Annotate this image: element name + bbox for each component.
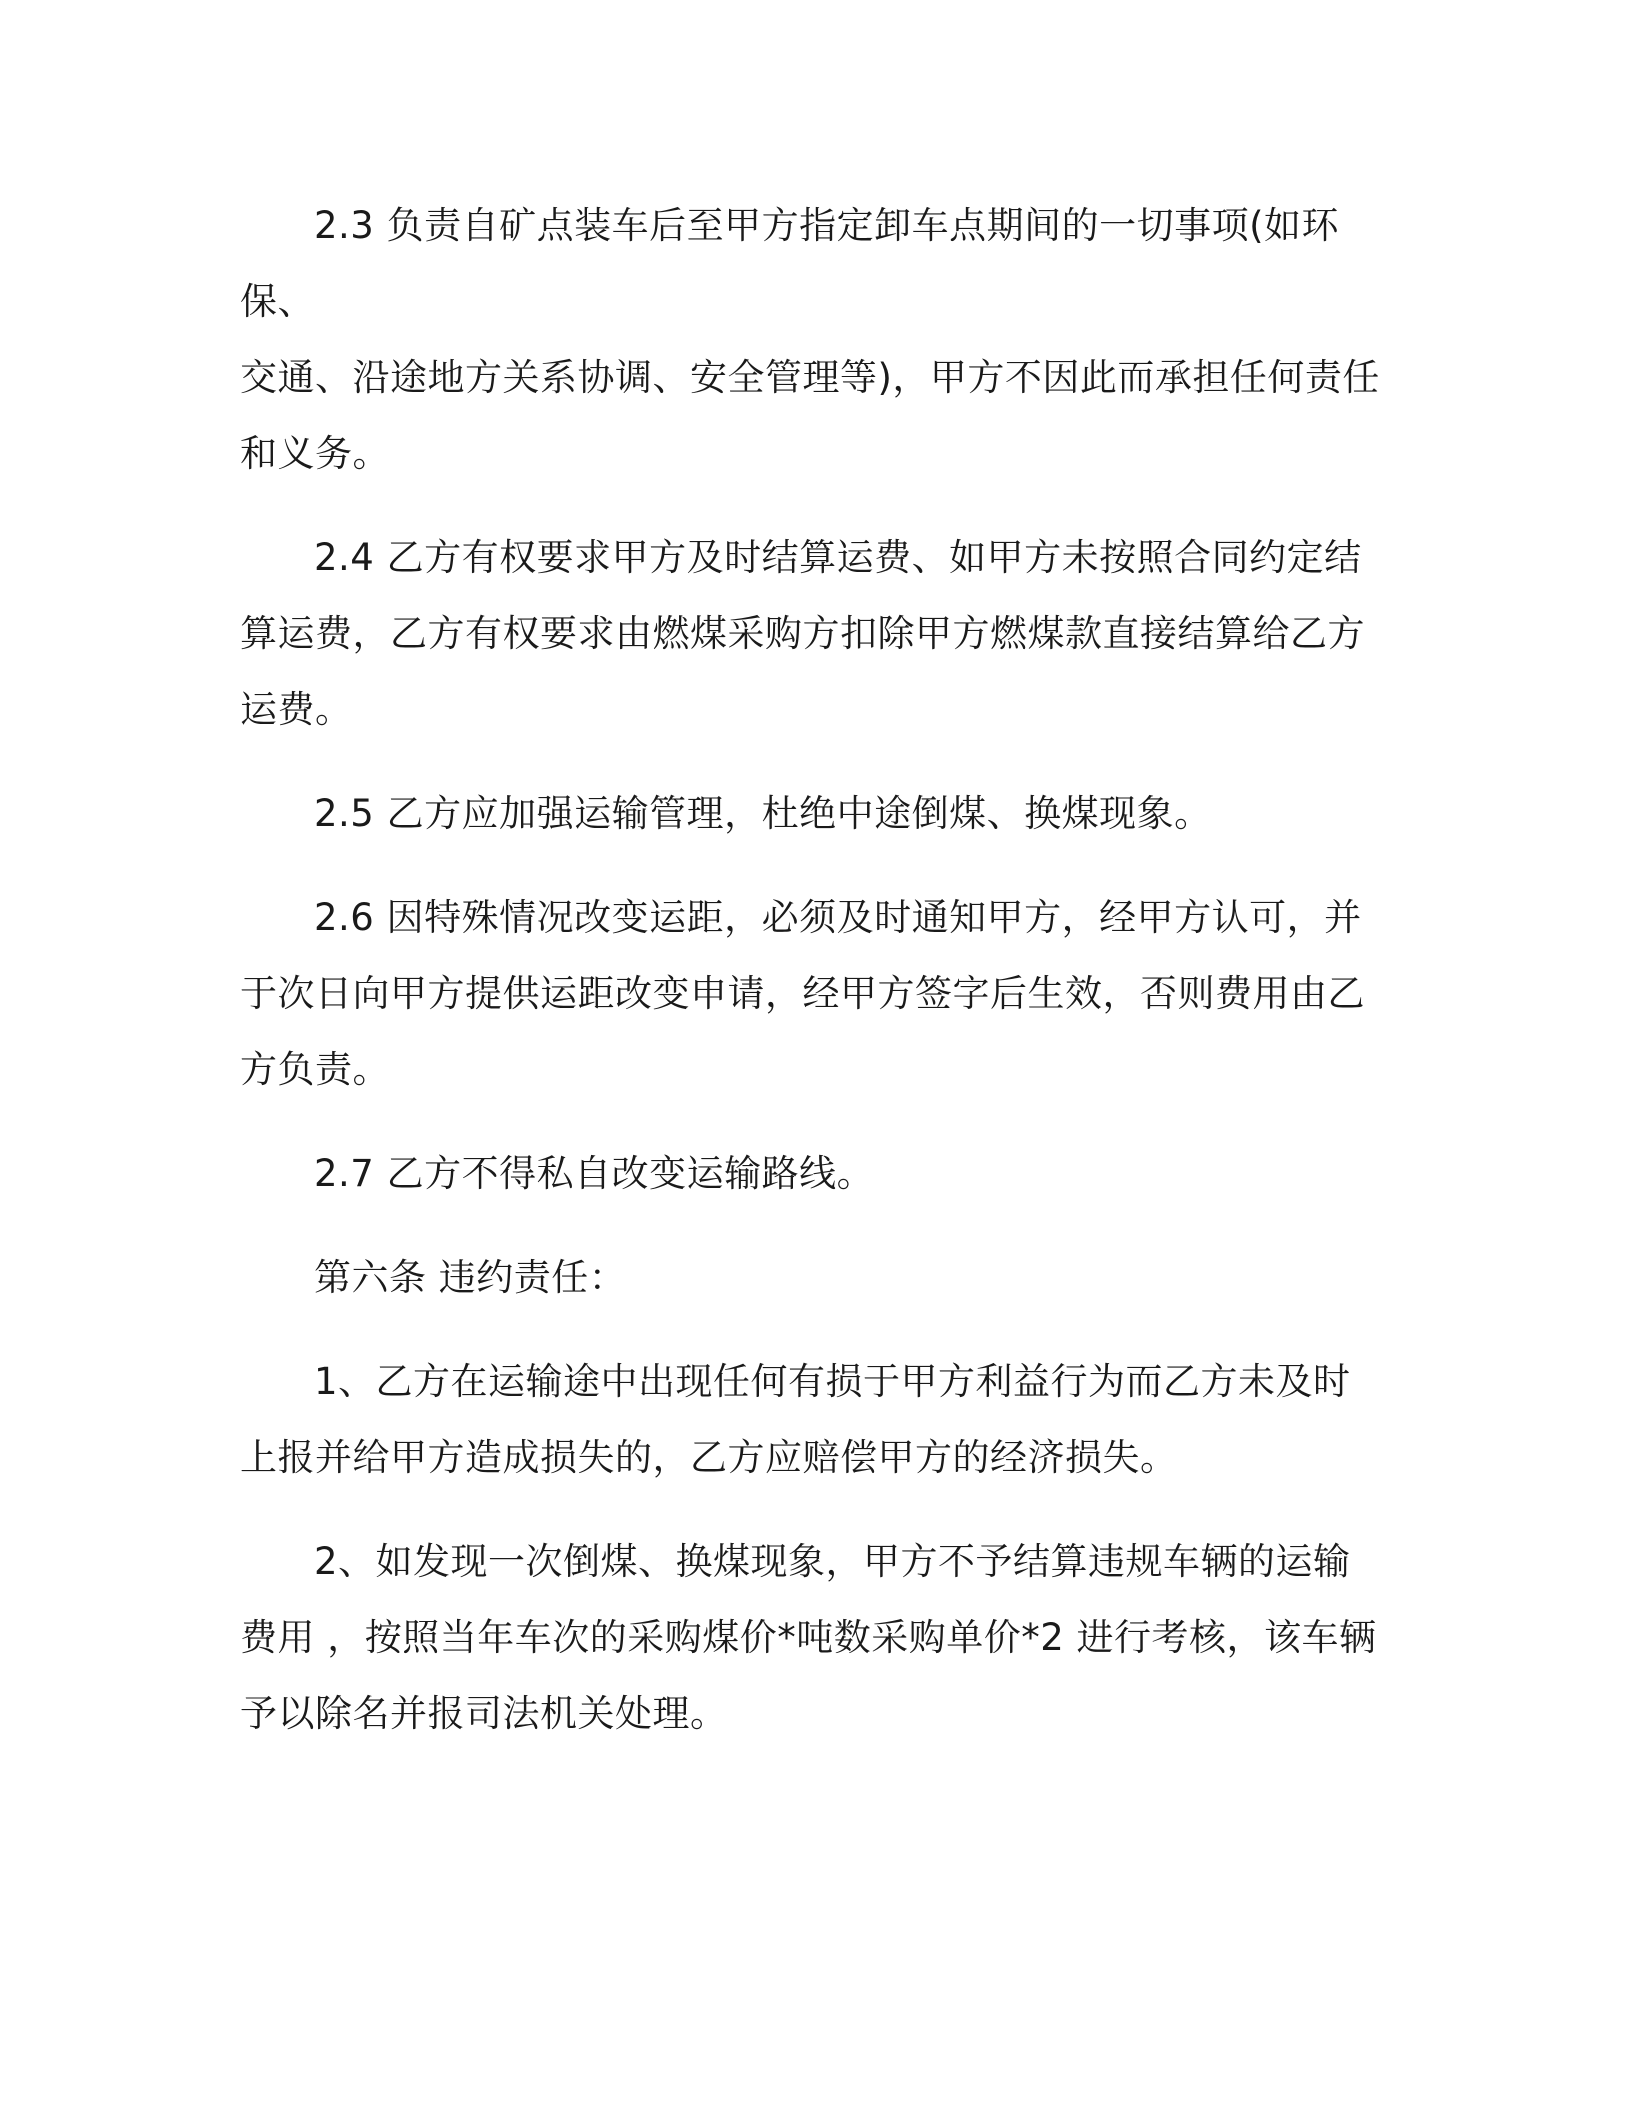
clause-2-3 bbox=[240, 188, 1395, 492]
text-line: 1、乙方在运输途中出现任何有损于甲方利益行为而乙方未及时 bbox=[314, 1360, 1351, 1403]
clause-2-6 bbox=[240, 880, 1395, 1108]
liability-2 bbox=[240, 1524, 1395, 1752]
text-line: 和义务。 bbox=[240, 432, 390, 475]
text-line: 2.4 乙方有权要求甲方及时结算运费、如甲方未按照合同约定结 bbox=[314, 536, 1362, 579]
text-line: 于次日向甲方提供运距改变申请，经甲方签字后生效，否则费用由乙 bbox=[240, 972, 1365, 1015]
clause-2-5 bbox=[240, 776, 1395, 852]
document-body bbox=[240, 188, 1395, 1780]
text-line: 运费。 bbox=[240, 688, 353, 731]
text-line: 方负责。 bbox=[240, 1048, 390, 1091]
clause-2-7 bbox=[240, 1136, 1395, 1212]
text-line: 交通、沿途地方关系协调、安全管理等)，甲方不因此而承担任何责任 bbox=[240, 356, 1380, 399]
text-line: 2.6 因特殊情况改变运距，必须及时通知甲方，经甲方认可，并 bbox=[314, 896, 1362, 939]
text-line: 2.3 负责自矿点装车后至甲方指定卸车点期间的一切事项(如环保、 bbox=[240, 204, 1340, 323]
text-line: 费用 ，按照当年车次的采购煤价*吨数采购单价*2 进行考核，该车辆 bbox=[240, 1616, 1377, 1659]
text-line: 2.5 乙方应加强运输管理，杜绝中途倒煤、换煤现象。 bbox=[314, 792, 1212, 835]
text-line: 予以除名并报司法机关处理。 bbox=[240, 1692, 728, 1735]
clause-2-4 bbox=[240, 520, 1395, 748]
text-line: 2.7 乙方不得私自改变运输路线。 bbox=[314, 1152, 875, 1195]
text-line: 算运费，乙方有权要求由燃煤采购方扣除甲方燃煤款直接结算给乙方 bbox=[240, 612, 1365, 655]
article-6-heading bbox=[240, 1240, 1395, 1316]
section-heading: 第六条 违约责任： bbox=[314, 1256, 627, 1299]
text-line: 2、如发现一次倒煤、换煤现象，甲方不予结算违规车辆的运输 bbox=[314, 1540, 1351, 1583]
liability-1 bbox=[240, 1344, 1395, 1496]
text-line: 上报并给甲方造成损失的，乙方应赔偿甲方的经济损失。 bbox=[240, 1436, 1178, 1479]
